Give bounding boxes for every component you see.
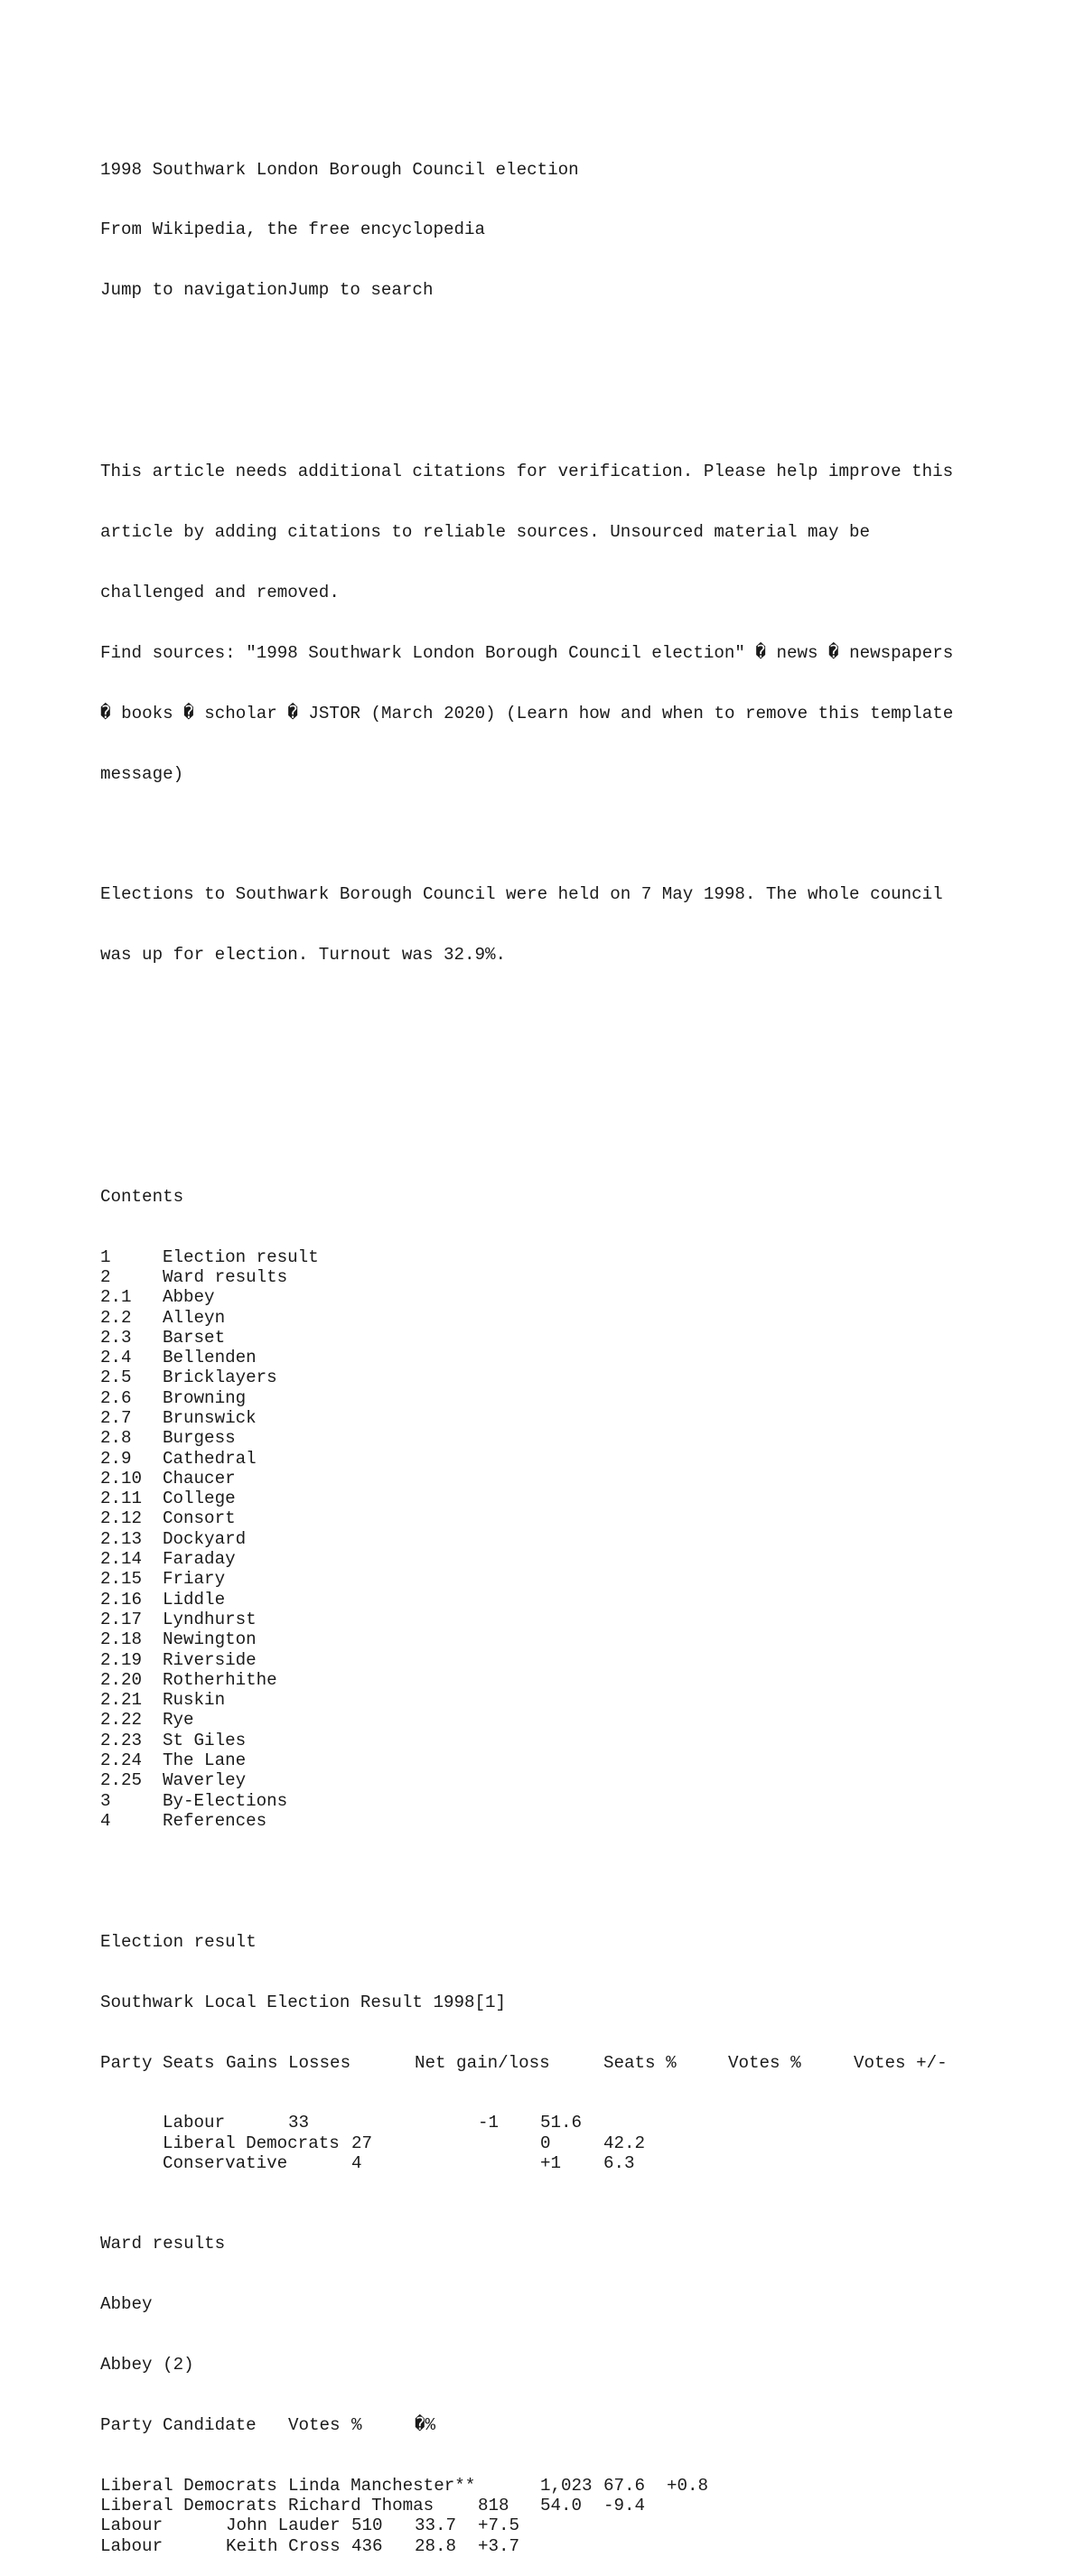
find-sources-line[interactable]: � books � scholar � JSTOR (March 2020) (Learn how and when to remove this template — [100, 703, 954, 723]
ward-result-rows — [100, 2476, 986, 2556]
jump-links[interactable]: Jump to navigationJump to search — [100, 280, 434, 301]
candidate-name[interactable]: Keith Cross — [226, 2535, 341, 2556]
contents-item-number: 2.17 — [100, 1609, 143, 1629]
contents-item[interactable] — [100, 1710, 986, 1730]
contents-item-link[interactable]: Rye — [163, 1710, 194, 1731]
seats-pct-value: 6.3 — [603, 2152, 635, 2173]
contents-item[interactable] — [100, 1367, 986, 1387]
column-header: Votes % — [728, 2052, 801, 2073]
election-result-header-row — [100, 2053, 986, 2073]
table-row — [100, 2496, 986, 2515]
contents-item[interactable] — [100, 1670, 986, 1690]
table-of-contents — [100, 1146, 986, 1871]
contents-item-number: 2.3 — [100, 1327, 132, 1348]
contents-item[interactable] — [100, 1428, 986, 1448]
contents-item-number: 2.7 — [100, 1408, 132, 1428]
net-gain-value: -1 — [478, 2113, 500, 2133]
contents-item-link[interactable]: Election result — [163, 1246, 319, 1267]
column-header: Gains — [226, 2052, 278, 2073]
contents-item-link[interactable]: Bellenden — [163, 1348, 257, 1368]
pct-value: 28.8 — [415, 2535, 457, 2556]
page-title: 1998 Southwark London Borough Council election — [100, 159, 579, 180]
contents-item-number: 2 — [100, 1266, 111, 1287]
contents-item-link[interactable]: College — [163, 1489, 236, 1509]
contents-item-number: 2.5 — [100, 1367, 132, 1388]
contents-item-link[interactable]: Chaucer — [163, 1468, 236, 1489]
contents-item-link[interactable]: Faraday — [163, 1549, 236, 1570]
contents-item[interactable] — [100, 1287, 986, 1307]
contents-item[interactable] — [100, 1590, 986, 1610]
contents-item[interactable] — [100, 1529, 986, 1549]
seats-pct-value: 42.2 — [603, 2133, 646, 2153]
contents-item-link[interactable]: Abbey — [163, 1287, 215, 1308]
contents-item-number: 2.13 — [100, 1528, 143, 1549]
election-result-caption: Southwark Local Election Result 1998[1] — [100, 1992, 507, 2012]
change-value: +0.8 — [667, 2475, 709, 2496]
contents-item-link[interactable]: Waverley — [163, 1770, 247, 1791]
page-subtitle: From Wikipedia, the free encyclopedia — [100, 219, 486, 240]
pct-value: 67.6 — [603, 2475, 646, 2496]
change-value: -9.4 — [603, 2496, 646, 2516]
ward-header-row — [100, 2415, 986, 2435]
column-header: �% — [415, 2414, 436, 2435]
column-header: Seats — [163, 2052, 215, 2073]
contents-item[interactable] — [100, 1469, 986, 1489]
contents-item[interactable] — [100, 1308, 986, 1328]
spacer — [100, 1066, 986, 1086]
contents-item-number: 4 — [100, 1810, 111, 1831]
contents-item-number: 2.10 — [100, 1468, 143, 1489]
contents-item-link[interactable]: Ruskin — [163, 1690, 226, 1711]
contents-item[interactable] — [100, 1650, 986, 1670]
change-value: +3.7 — [478, 2535, 520, 2556]
contents-item-number: 2.15 — [100, 1569, 143, 1590]
contents-item-number: 1 — [100, 1246, 111, 1267]
column-header: Votes — [288, 2414, 341, 2435]
find-sources-line[interactable]: Find sources: "1998 Southwark London Borough Council election" � news � newspapers — [100, 642, 954, 663]
contents-item[interactable] — [100, 1408, 986, 1428]
notice-line: article by adding citations to reliable sources. Unsourced material may be — [100, 521, 871, 542]
intro-text: Elections to Southwark Borough Council were held on 7 May 1998. The whole council — [100, 884, 943, 905]
contents-item-link[interactable]: By-Elections — [163, 1790, 288, 1811]
contents-item[interactable] — [100, 1690, 986, 1710]
ward-results-heading: Ward results — [100, 2234, 226, 2254]
contents-item-link[interactable]: Alleyn — [163, 1307, 226, 1328]
contents-item-link[interactable]: Ward results — [163, 1266, 288, 1287]
contents-item-number: 2.23 — [100, 1730, 143, 1750]
table-row — [100, 2133, 986, 2153]
contents-item-number: 2.24 — [100, 1750, 143, 1771]
table-row — [100, 2536, 986, 2556]
net-gain-value: 0 — [540, 2133, 551, 2153]
intro-text: was up for election. Turnout was 32.9%. — [100, 945, 507, 966]
column-header: Candidate — [163, 2414, 257, 2435]
election-result-heading: Election result — [100, 1931, 257, 1952]
contents-item-number: 2.19 — [100, 1649, 143, 1670]
net-gain-value: +1 — [540, 2152, 562, 2173]
table-row — [100, 2113, 986, 2133]
contents-item-number: 2.20 — [100, 1669, 143, 1690]
party-name[interactable]: Conservative — [163, 2152, 288, 2173]
contents-item-link[interactable]: St Giles — [163, 1730, 247, 1750]
contents-item-link[interactable]: Liddle — [163, 1589, 226, 1610]
contents-item-link[interactable]: Riverside — [163, 1649, 257, 1670]
contents-item-link[interactable]: Newington — [163, 1629, 257, 1650]
table-row — [100, 2153, 986, 2173]
notice-line: message) — [100, 763, 184, 784]
column-header: Votes +/- — [854, 2052, 948, 2073]
column-header: Seats % — [603, 2052, 677, 2073]
ward-heading: Abbey — [100, 2294, 153, 2315]
party-name[interactable]: Liberal Democrats — [100, 2475, 277, 2496]
contents-item[interactable] — [100, 1770, 986, 1790]
party-name[interactable]: Labour — [163, 2113, 226, 2133]
contents-item[interactable] — [100, 1610, 986, 1629]
contents-item[interactable] — [100, 1449, 986, 1469]
contents-item[interactable] — [100, 1247, 986, 1267]
table-row — [100, 2476, 986, 2496]
spacer — [100, 1005, 986, 1025]
table-row — [100, 2515, 986, 2535]
seats-value: 4 — [351, 2152, 362, 2173]
party-name[interactable]: Liberal Democrats — [100, 2496, 277, 2516]
votes-value: 818 — [478, 2496, 509, 2516]
contents-item-link[interactable]: Dockyard — [163, 1528, 247, 1549]
contents-item-number: 2.16 — [100, 1589, 143, 1610]
contents-item[interactable] — [100, 1388, 986, 1408]
contents-item[interactable] — [100, 1267, 986, 1287]
notice-line: challenged and removed. — [100, 582, 340, 602]
contents-item-link[interactable]: References — [163, 1810, 267, 1831]
votes-value: 510 — [351, 2515, 383, 2536]
contents-item-number: 2.12 — [100, 1508, 143, 1529]
notice-line: This article needs additional citations for verification. Please help improve this — [100, 462, 954, 482]
contents-item[interactable] — [100, 1731, 986, 1750]
party-name[interactable]: Labour — [100, 2535, 164, 2556]
contents-heading: Contents — [100, 1186, 184, 1207]
contents-item[interactable] — [100, 1811, 986, 1831]
votes-value: 436 — [351, 2535, 383, 2556]
contents-item-link[interactable]: Lyndhurst — [163, 1609, 257, 1629]
contents-item[interactable] — [100, 1569, 986, 1589]
candidate-name[interactable]: Linda Manchester** — [288, 2475, 476, 2496]
contents-item-number: 2.25 — [100, 1770, 143, 1791]
contents-item-link[interactable]: Brunswick — [163, 1408, 257, 1428]
change-value: +7.5 — [478, 2515, 520, 2536]
contents-item-link[interactable]: Rotherhithe — [163, 1669, 277, 1690]
contents-item-number: 2.4 — [100, 1348, 132, 1368]
candidate-name[interactable]: Richard Thomas — [288, 2496, 435, 2516]
contents-item-number: 2.2 — [100, 1307, 132, 1328]
party-name[interactable]: Liberal Democrats — [163, 2133, 340, 2153]
contents-item-link[interactable]: Cathedral — [163, 1448, 257, 1469]
party-name[interactable]: Labour — [100, 2515, 164, 2536]
election-result-rows — [100, 2113, 986, 2173]
contents-item-number: 2.6 — [100, 1387, 132, 1408]
contents-item[interactable] — [100, 1328, 986, 1348]
contents-item-link[interactable]: The Lane — [163, 1750, 247, 1771]
contents-item[interactable] — [100, 1629, 986, 1649]
contents-item[interactable] — [100, 1791, 986, 1811]
ward-caption: Abbey (2) — [100, 2354, 194, 2375]
pct-value: 33.7 — [415, 2515, 457, 2536]
contents-item[interactable] — [100, 1549, 986, 1569]
candidate-name[interactable]: John Lauder — [226, 2515, 341, 2536]
contents-item-number: 2.9 — [100, 1448, 132, 1469]
contents-item-number: 2.18 — [100, 1629, 143, 1650]
column-header: Losses — [288, 2052, 351, 2073]
spacer — [100, 341, 986, 360]
seats-value: 27 — [351, 2133, 373, 2153]
contents-item-link[interactable]: Bricklayers — [163, 1367, 277, 1388]
contents-item-link[interactable]: Friary — [163, 1569, 226, 1590]
column-header: Party — [100, 2414, 153, 2435]
contents-item-number: 2.8 — [100, 1428, 132, 1449]
contents-item-number: 2.11 — [100, 1489, 143, 1509]
contents-item-number: 3 — [100, 1790, 111, 1811]
column-header: Party — [100, 2052, 153, 2073]
contents-item[interactable] — [100, 1489, 986, 1508]
contents-item[interactable] — [100, 1750, 986, 1770]
contents-item[interactable] — [100, 1508, 986, 1528]
contents-item-number: 2.22 — [100, 1710, 143, 1731]
votes-value: 1,023 — [540, 2475, 593, 2496]
pct-value: 54.0 — [540, 2496, 583, 2516]
contents-item[interactable] — [100, 1348, 986, 1367]
seats-pct-value: 51.6 — [540, 2113, 583, 2133]
seats-value: 33 — [288, 2113, 310, 2133]
contents-item-link[interactable]: Browning — [163, 1387, 247, 1408]
citation-notice — [100, 421, 986, 824]
contents-item-number: 2.1 — [100, 1287, 132, 1308]
contents-item-number: 2.14 — [100, 1549, 143, 1570]
contents-list — [100, 1247, 986, 1832]
contents-item-number: 2.21 — [100, 1690, 143, 1711]
contents-item-link[interactable]: Barset — [163, 1327, 226, 1348]
contents-item-link[interactable]: Consort — [163, 1508, 236, 1529]
column-header: Net gain/loss — [415, 2052, 550, 2073]
document-page — [100, 119, 986, 2576]
column-header: % — [351, 2414, 362, 2435]
contents-item-link[interactable]: Burgess — [163, 1428, 236, 1449]
